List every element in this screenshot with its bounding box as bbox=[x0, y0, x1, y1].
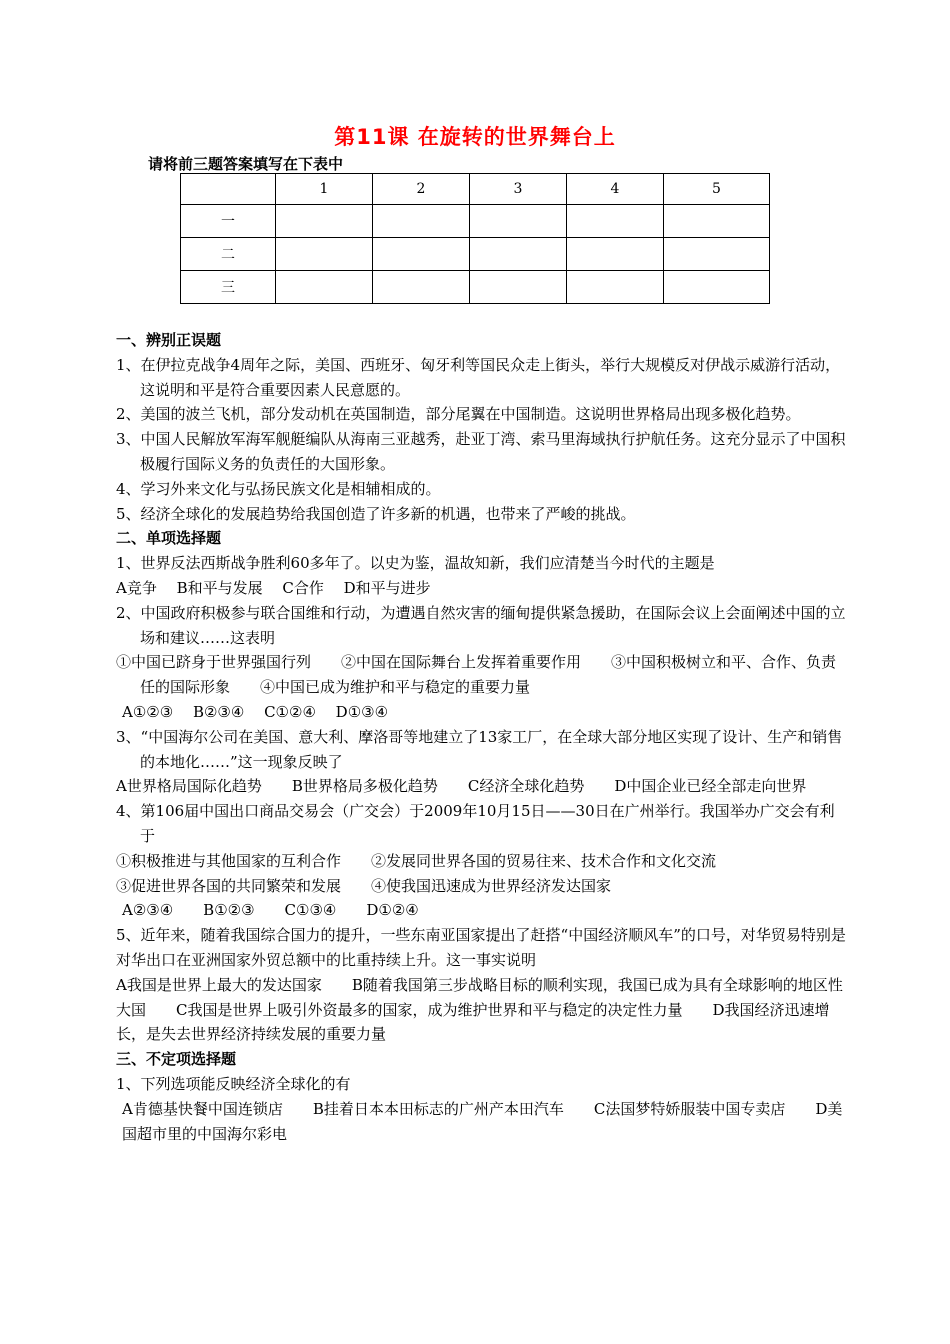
answer-cell[interactable] bbox=[567, 271, 664, 304]
answer-table-row bbox=[181, 205, 770, 238]
question-statements: ①中国已跻身于世界强国行列 ②中国在国际舞台上发挥着重要作用 ③中国积极树立和平、合作、负责任的国际形象 ④中国已成为维护和平与稳定的重要力量 bbox=[116, 653, 837, 697]
question-options: A①②③ B②③④ C①②④ D①③④ bbox=[122, 702, 389, 721]
question-options: A②③④ B①②③ C①③④ D①②④ bbox=[122, 901, 419, 920]
answer-table-row bbox=[181, 271, 770, 304]
answer-table-row bbox=[181, 238, 770, 271]
answer-table-row-header: 三 bbox=[181, 271, 276, 304]
answer-cell[interactable] bbox=[470, 271, 567, 304]
answer-table-col-header: 3 bbox=[470, 174, 567, 205]
answer-table-row-header: 二 bbox=[181, 238, 276, 271]
answer-cell[interactable] bbox=[664, 238, 770, 271]
question-content bbox=[116, 328, 846, 1146]
question-stem: 1、下列选项能反映经济全球化的有 bbox=[116, 1074, 351, 1093]
true-false-item: 5、经济全球化的发展趋势给我国创造了许多新的机遇，也带来了严峻的挑战。 bbox=[116, 504, 636, 523]
answer-cell[interactable] bbox=[373, 205, 470, 238]
answer-cell[interactable] bbox=[664, 271, 770, 304]
answer-table-header-row bbox=[181, 174, 770, 205]
true-false-item: 2、美国的波兰飞机，部分发动机在英国制造，部分尾翼在中国制造。这说明世界格局出现多极化趋势。 bbox=[116, 405, 801, 424]
section-heading: 三、不定项选择题 bbox=[116, 1050, 237, 1069]
question-options: A竞争 B和平与发展 C合作 D和平与进步 bbox=[116, 578, 431, 597]
true-false-item: 4、学习外来文化与弘扬民族文化是相辅相成的。 bbox=[116, 479, 441, 498]
question-options: A肯德基快餐中国连锁店 B挂着日本本田标志的广州产本田汽车 C法国梦特娇服装中国专卖店 D美国超市里的中国海尔彩电 bbox=[122, 1099, 843, 1143]
answer-table-row-header: 一 bbox=[181, 205, 276, 238]
question-options: A我国是世界上最大的发达国家 B随着我国第三步战略目标的顺利实现，我国已成为具有全球影响的地区性大国 C我国是世界上吸引外资最多的国家，成为维护世界和平与稳定的决定性力量 D我国经济迅速增长，是失去世界经济持续发展的重要力量 bbox=[116, 975, 843, 1044]
answer-cell[interactable] bbox=[664, 205, 770, 238]
page-title: 第11课 在旋转的世界舞台上 bbox=[334, 125, 616, 149]
answer-table-col-header: 1 bbox=[276, 174, 373, 205]
question-statements: ①积极推进与其他国家的互利合作 ②发展同世界各国的贸易往来、技术合作和文化交流 bbox=[116, 851, 717, 870]
answer-table-col-header: 2 bbox=[373, 174, 470, 205]
true-false-item: 3、中国人民解放军海军舰艇编队从海南三亚越秀，赴亚丁湾、索马里海域执行护航任务。这充分显示了中国积极履行国际义务的负责任的大国形象。 bbox=[116, 430, 846, 473]
answer-cell[interactable] bbox=[373, 271, 470, 304]
answer-table-col-header: 4 bbox=[567, 174, 664, 205]
question-stem: 2、中国政府积极参与联合国维和行动，为遭遇自然灾害的缅甸提供紧急援助，在国际会议上会面阐述中国的立场和建议……这表明 bbox=[116, 603, 846, 647]
answer-cell[interactable] bbox=[567, 238, 664, 271]
answer-table-col-header: 5 bbox=[664, 174, 770, 205]
answer-cell[interactable] bbox=[276, 271, 373, 304]
answer-cell[interactable] bbox=[470, 238, 567, 271]
answer-cell[interactable] bbox=[276, 205, 373, 238]
question-stem: 4、第106届中国出口商品交易会（广交会）于2009年10月15日——30日在广州举行。我国举办广交会有利于 bbox=[116, 802, 835, 845]
question-stem: 3、“中国海尔公司在美国、意大利、摩洛哥等地建立了13家工厂，在全球大部分地区实现了设计、生产和销售的本地化……”这一现象反映了 bbox=[116, 727, 843, 771]
answer-cell[interactable] bbox=[470, 205, 567, 238]
section-heading: 二、单项选择题 bbox=[116, 529, 222, 548]
question-statements: ③促进世界各国的共同繁荣和发展 ④使我国迅速成为世界经济发达国家 bbox=[116, 876, 612, 895]
question-stem: 5、近年来，随着我国综合国力的提升，一些东南亚国家提出了赶搭“中国经济顺风车”的口号，对华贸易特别是对华出口在亚洲国家外贸总额中的比重持续上升。这一事实说明 bbox=[116, 926, 846, 969]
answer-cell[interactable] bbox=[276, 238, 373, 271]
answer-table bbox=[180, 173, 770, 304]
answer-cell[interactable] bbox=[567, 205, 664, 238]
true-false-item: 1、在伊拉克战争4周年之际，美国、西班牙、匈牙利等国民众走上街头，举行大规模反对伊战示威游行活动，这说明和平是符合重要因素人民意愿的。 bbox=[116, 355, 841, 399]
question-stem: 1、世界反法西斯战争胜利60多年了。以史为鉴，温故知新，我们应清楚当今时代的主题是 bbox=[116, 554, 715, 573]
question-options: A世界格局国际化趋势 B世界格局多极化趋势 C经济全球化趋势 D中国企业已经全部走向世界 bbox=[116, 777, 807, 796]
answer-table-corner bbox=[181, 174, 276, 205]
section-heading: 一、辨别正误题 bbox=[116, 331, 222, 349]
table-instruction: 请将前三题答案填写在下表中 bbox=[148, 155, 344, 173]
answer-cell[interactable] bbox=[373, 238, 470, 271]
